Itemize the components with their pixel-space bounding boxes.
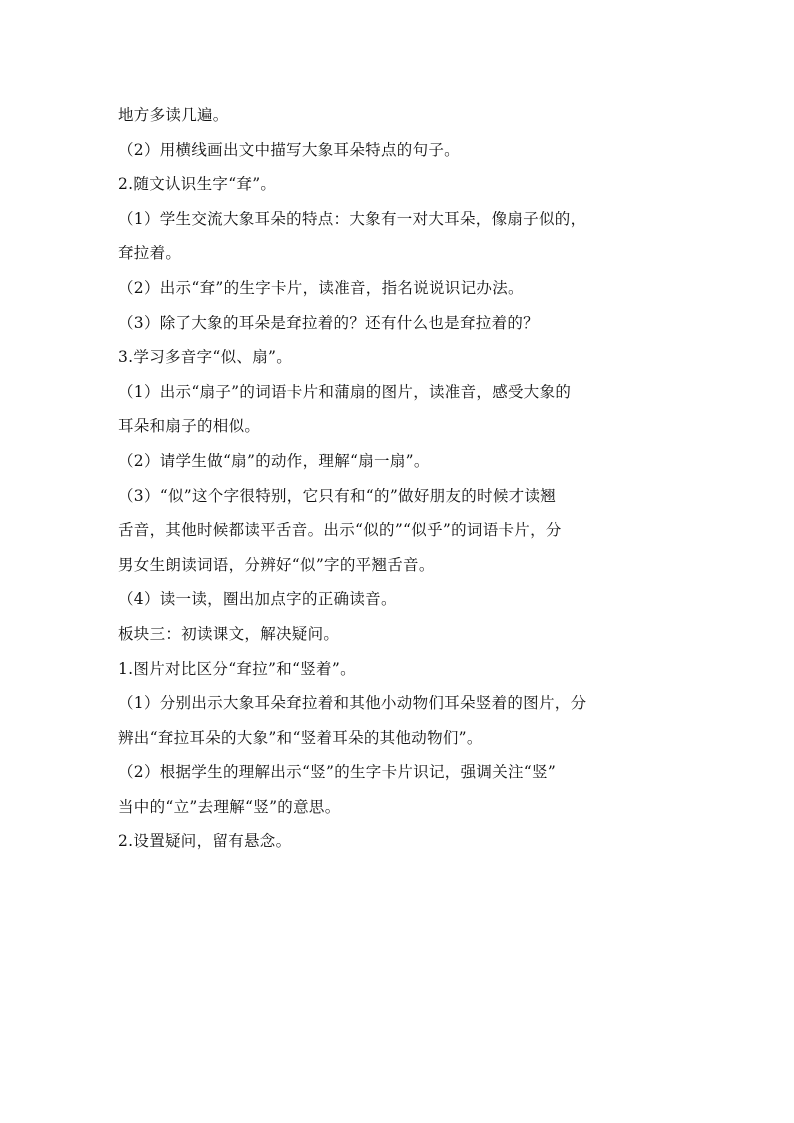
text-line: （1）分别出示大象耳朵耷拉着和其他小动物们耳朵竖着的图片，分 [118,694,587,713]
text-line: 耳朵和扇子的相似。 [118,417,261,436]
text-line: 地方多读几遍。 [118,106,229,124]
text-line: （2）请学生做“扇”的动作，理解“扇一扇”。 [118,451,430,470]
text-line: 2.设置疑问，留有悬念。 [118,832,292,851]
text-line: （3）“似”这个字很特别，它只有和“的”做好朋友的时候才读翘 [118,486,557,505]
text-line: 当中的“立”去理解“竖”的意思。 [118,797,341,816]
text-line: （1）出示“扇子”的词语卡片和蒲扇的图片，读准音，感受大象的 [118,382,572,401]
text-line: （4）读一读，圈出加点字的正确读音。 [118,590,397,609]
text-line: 耷拉着。 [118,244,182,263]
section-heading: 板块三：初读课文，解决疑问。 [118,624,340,643]
text-line: 男女生朗读词语，分辨好“似”字的平翘舌音。 [118,555,435,574]
text-line: 1.图片对比区分“耷拉”和“竖着”。 [118,659,356,678]
text-line: （2）根据学生的理解出示“竖”的生字卡片识记，强调关注“竖” [118,763,557,782]
text-line: 辨出“耷拉耳朵的大象”和“竖着耳朵的其他动物们”。 [118,728,483,747]
text-line: （2）用横线画出文中描写大象耳朵特点的句子。 [118,140,460,159]
text-line: （1）学生交流大象耳朵的特点：大象有一对大耳朵，像扇子似的， [118,209,587,228]
document-body [118,98,678,859]
text-line: 舌音，其他时候都读平舌音。出示“似的”“似乎”的词语卡片，分 [118,521,562,540]
text-line: 3.学习多音字“似、扇”。 [118,348,293,367]
text-line: （2）出示“耷”的生字卡片，读准音，指名说说识记办法。 [118,278,524,297]
text-line: 2.随文认识生字“耷”。 [118,175,277,194]
text-line: （3）除了大象的耳朵是耷拉着的？还有什么也是耷拉着的？ [118,313,539,332]
